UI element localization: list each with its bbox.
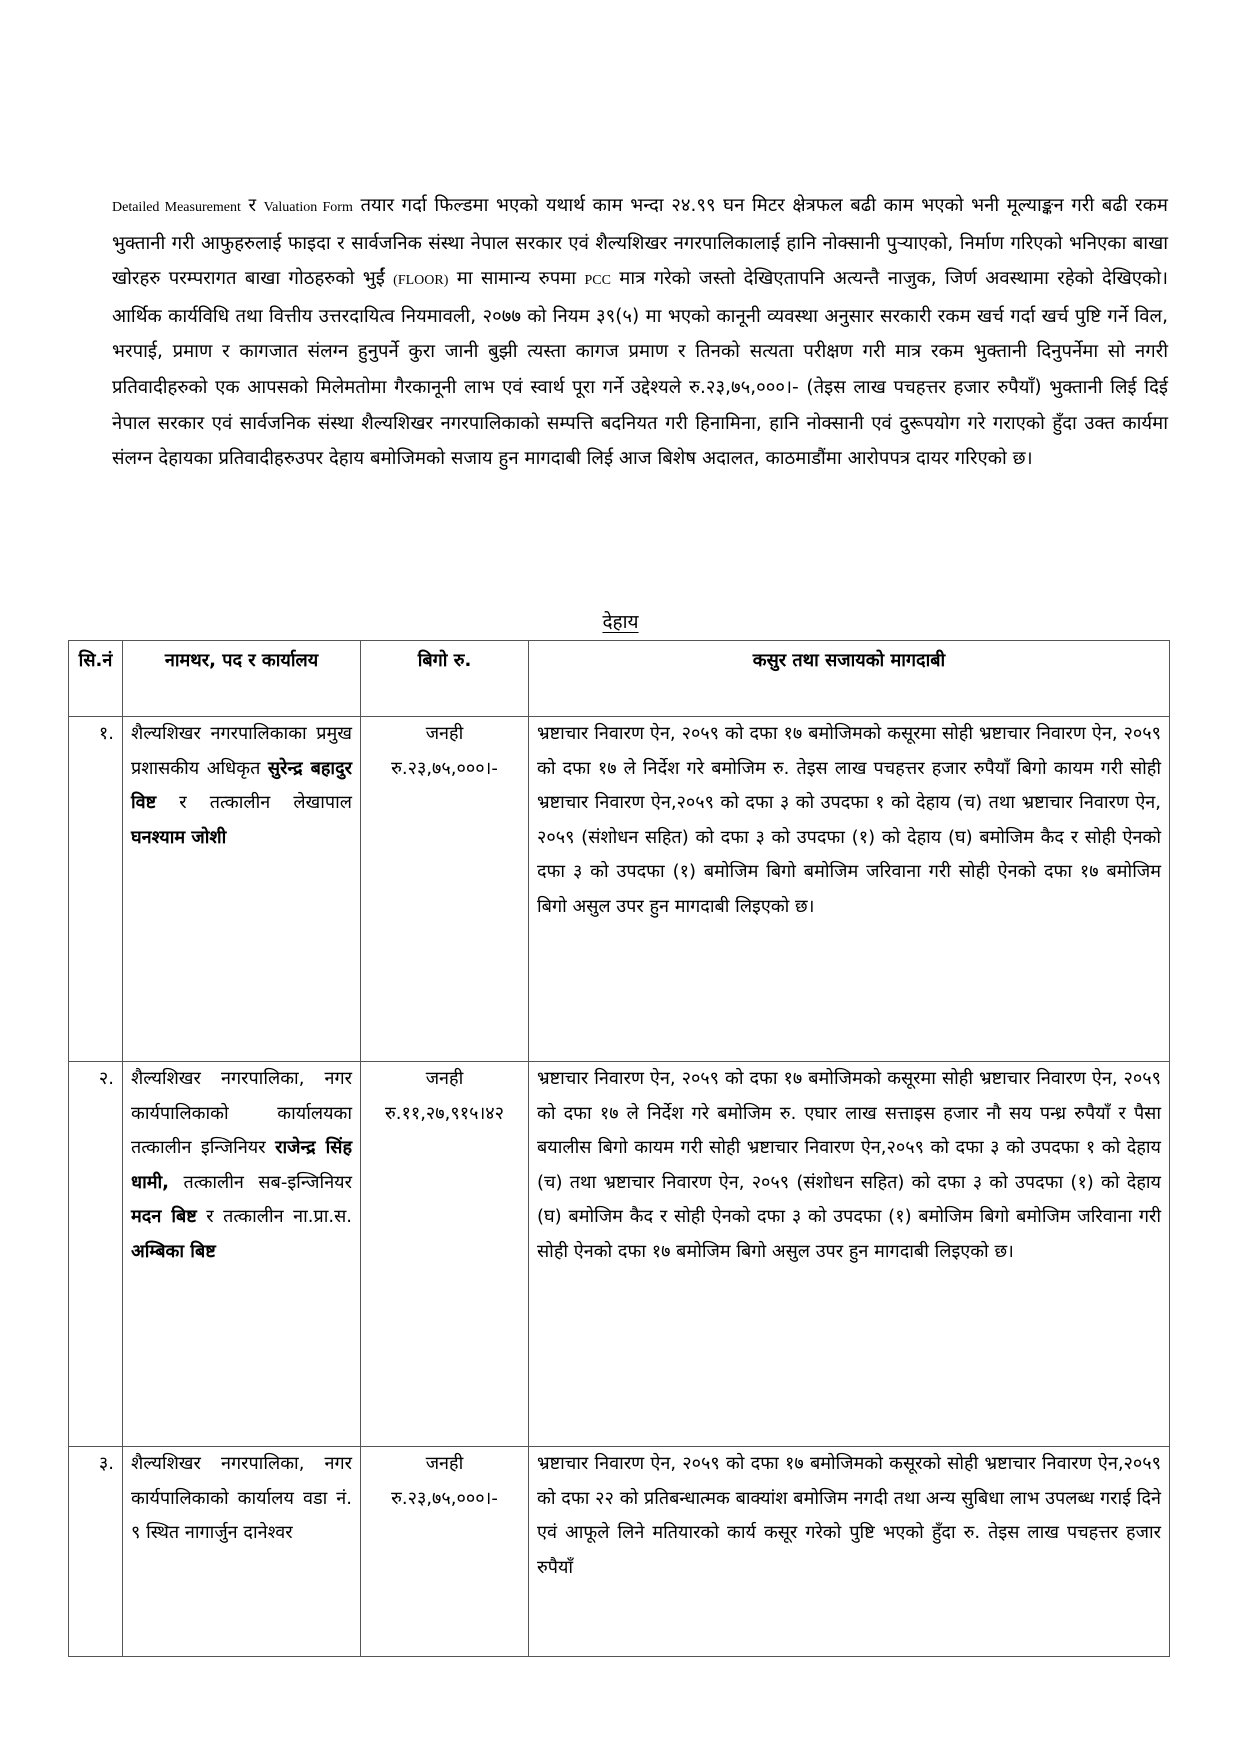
amount-label: जनही bbox=[425, 723, 464, 744]
pcc-term: PCC bbox=[584, 273, 611, 289]
amount-label: जनही bbox=[425, 1068, 464, 1089]
defendant-name: अम्बिका बिष्ट bbox=[131, 1240, 216, 1262]
defendant-text: शैल्यशिखर नगरपालिका, नगर कार्यपालिकाको कार्यालयका तत्कालीन इन्जिनियर bbox=[131, 1068, 352, 1159]
defendant-text: र तत्कालीन ना.प्रा.स. bbox=[196, 1206, 352, 1228]
floor-term: (FLOOR) bbox=[393, 273, 449, 289]
claim-cell: भ्रष्टाचार निवारण ऐन, २०५९ को दफा १७ बमोजिमको कसूरमा सोही भ्रष्टाचार निवारण ऐन, २०५९ को दफा १७ ले निर्देश गरे बमोजिम रु. एघार लाख सत्ताइस हजार नौ सय पन्ध्र रुपैयाँ र पैसा बयालीस बिगो कायम गरी सोही भ्रष्टाचार निवारण ऐन,२०५९ को दफा ३ को उपदफा १ को देहाय (च) तथा भ्रष्टाचार निवारण ऐन, २०५९ (संशोधन सहित) को दफा ३ को उपदफा (१) को देहाय (घ) बमोजिम कैद र सोही ऐनको दफा ३ को उपदफा (१) बमोजिम बिगो बमोजिम जरिवाना गरी सोही ऐनको दफा १७ बमोजिम बिगो असुल उपर हुन मागदाबी लिइएको छ। bbox=[529, 1062, 1170, 1447]
defendants-table bbox=[68, 640, 1170, 1657]
defendant-text: र तत्कालीन लेखापाल bbox=[156, 792, 352, 814]
table-row bbox=[69, 717, 1170, 1062]
claim-cell: भ्रष्टाचार निवारण ऐन, २०५९ को दफा १७ बमोजिमको कसूरमा सोही भ्रष्टाचार निवारण ऐन, २०५९ को दफा १७ ले निर्देश गरे बमोजिम रु. तेइस लाख पचहत्तर हजार रुपैयाँ बिगो कायम गरी सोही भ्रष्टाचार निवारण ऐन,२०५९ को दफा ३ को उपदफा १ को देहाय (च) तथा भ्रष्टाचार निवारण ऐन, २०५९ (संशोधन सहित) को दफा ३ को उपदफा (१) को देहाय (घ) बमोजिम कैद र सोही ऐनको दफा ३ को उपदफा (१) बमोजिम बिगो बमोजिम जरिवाना गरी सोही ऐनको दफा १७ बमोजिम बिगो असुल उपर हुन मागदाबी लिइएको छ। bbox=[529, 717, 1170, 1062]
header-serial-no: सि.नं bbox=[69, 641, 123, 717]
detailed-measurement-term: Detailed Measurement bbox=[112, 200, 241, 215]
amount-cell bbox=[361, 1062, 529, 1447]
table-row bbox=[69, 1447, 1170, 1657]
serial-no-cell: १. bbox=[69, 717, 123, 1062]
claim-cell: भ्रष्टाचार निवारण ऐन, २०५९ को दफा १७ बमोजिमको कसूरको सोही भ्रष्टाचार निवारण ऐन,२०५९ को दफा २२ को प्रतिबन्धात्मक बाक्यांश बमोजिम नगदी तथा अन्य सुबिधा लाभ उपलब्ध गराई दिने एवं आफूले लिने मतियारको कार्य कसूर गरेको पुष्टि भएको हुँदा रु. तेइस लाख पचहत्तर हजार रुपैयाँ bbox=[529, 1447, 1170, 1657]
defendant-text: शैल्यशिखर नगरपालिका, नगर कार्यपालिकाको कार्यालय वडा नं. ९ स्थित नागार्जुन दानेश्वर bbox=[131, 1453, 352, 1544]
intro-text-part-3: मात्र गरेको जस्तो देखिएतापनि अत्यन्तै नाजुक, जिर्ण अवस्थामा रहेको देखिएको। आर्थिक कार्यविधि तथा वित्तीय उत्तरदायित्व नियमावली, २०७७ को नियम ३९(५) मा भएको कानूनी व्यवस्था अनुसार सरकारी रकम खर्च गर्दा खर्च पुष्टि गर्ने विल, भरपाई, प्रमाण र कागजात संलग्न हुनुपर्ने कुरा जानी बुझी त्यस्ता कागज प्रमाण र तिनको सत्यता परीक्षण गरी मात्र रकम भुक्तानी दिनुपर्नेमा सो नगरी प्रतिवादीहरुको एक आपसको मिलेमतोमा गैरकानूनी लाभ एवं स्वार्थ पूरा गर्ने उद्देश्यले रु.२३,७५,०००।- (तेइस लाख पचहत्तर हजार रुपैयाँ) भुक्तानी लिई दिई नेपाल सरकार एवं सार्वजनिक संस्था शैल्यशिखर नगरपालिकाको सम्पत्ति बदनियत गरी हिनामिना, हानि नोक्सानी एवं दुरूपयोग गरे गराएको हुँदा उक्त कार्यमा संलग्न देहायका प्रतिवादीहरुउपर देहाय बमोजिमको सजाय हुन मागदाबी लिई आज बिशेष अदालत, काठमाडौंमा आरोपपत्र दायर गरिएको छ। bbox=[112, 268, 1168, 470]
table-header-row bbox=[69, 641, 1170, 717]
defendant-cell bbox=[123, 1062, 361, 1447]
amount-cell bbox=[361, 1447, 529, 1657]
defendant-name: घनश्याम जोशी bbox=[131, 826, 227, 848]
valuation-form-term: Valuation Form bbox=[263, 200, 353, 215]
header-name-post-office: नामथर, पद र कार्यालय bbox=[123, 641, 361, 717]
defendant-text: तत्कालीन सब-इन्जिनियर bbox=[169, 1171, 352, 1193]
defendant-cell bbox=[123, 717, 361, 1062]
serial-no-cell: ३. bbox=[69, 1447, 123, 1657]
header-offense-claim: कसुर तथा सजायको मागदाबी bbox=[529, 641, 1170, 717]
amount-value: रु.२३,७५,०००।- bbox=[391, 757, 498, 779]
intro-text-part-2: मा सामान्य रुपमा bbox=[448, 268, 585, 290]
section-title-text: देहाय bbox=[602, 611, 639, 633]
amount-value: रु.२३,७५,०००।- bbox=[391, 1487, 498, 1509]
amount-label: जनही bbox=[425, 1453, 464, 1474]
intro-paragraph bbox=[112, 188, 1168, 477]
amount-cell bbox=[361, 717, 529, 1062]
defendant-name: मदन बिष्ट bbox=[131, 1206, 197, 1228]
defendant-text: शैल्यशिखर नगरपालिकाका प्रमुख प्रशासकीय अधिकृत bbox=[131, 723, 352, 779]
header-amount: बिगो रु. bbox=[361, 641, 529, 717]
defendant-cell bbox=[123, 1447, 361, 1657]
table-row bbox=[69, 1062, 1170, 1447]
intro-text-part-1: तयार गर्दा फिल्डमा भएको यथार्थ काम भन्दा २४.९९ घन मिटर क्षेत्रफल बढी काम भएको भनी मूल्याङ्कन गरी बढी रकम भुक्तानी गरी आफुहरुलाई फाइदा र सार्वजनिक संस्था नेपाल सरकार एवं शैल्यशिखर नगरपालिकालाई हानि नोक्सानी पुऱ्याएको, निर्माण गरिएको भनिएका बाखा खोरहरु परम्परागत बाखा गोठहरुको भुईं bbox=[112, 195, 1168, 290]
defendant-name: सुरेन्द्र बहादुर विष्ट bbox=[131, 757, 352, 814]
amount-value: रु.११,२७,९१५।४२ bbox=[385, 1102, 504, 1124]
serial-no-cell: २. bbox=[69, 1062, 123, 1447]
conjunction: र bbox=[240, 195, 264, 216]
defendant-name: राजेन्द्र सिंह धामी, bbox=[131, 1137, 352, 1193]
section-title bbox=[0, 608, 1241, 634]
